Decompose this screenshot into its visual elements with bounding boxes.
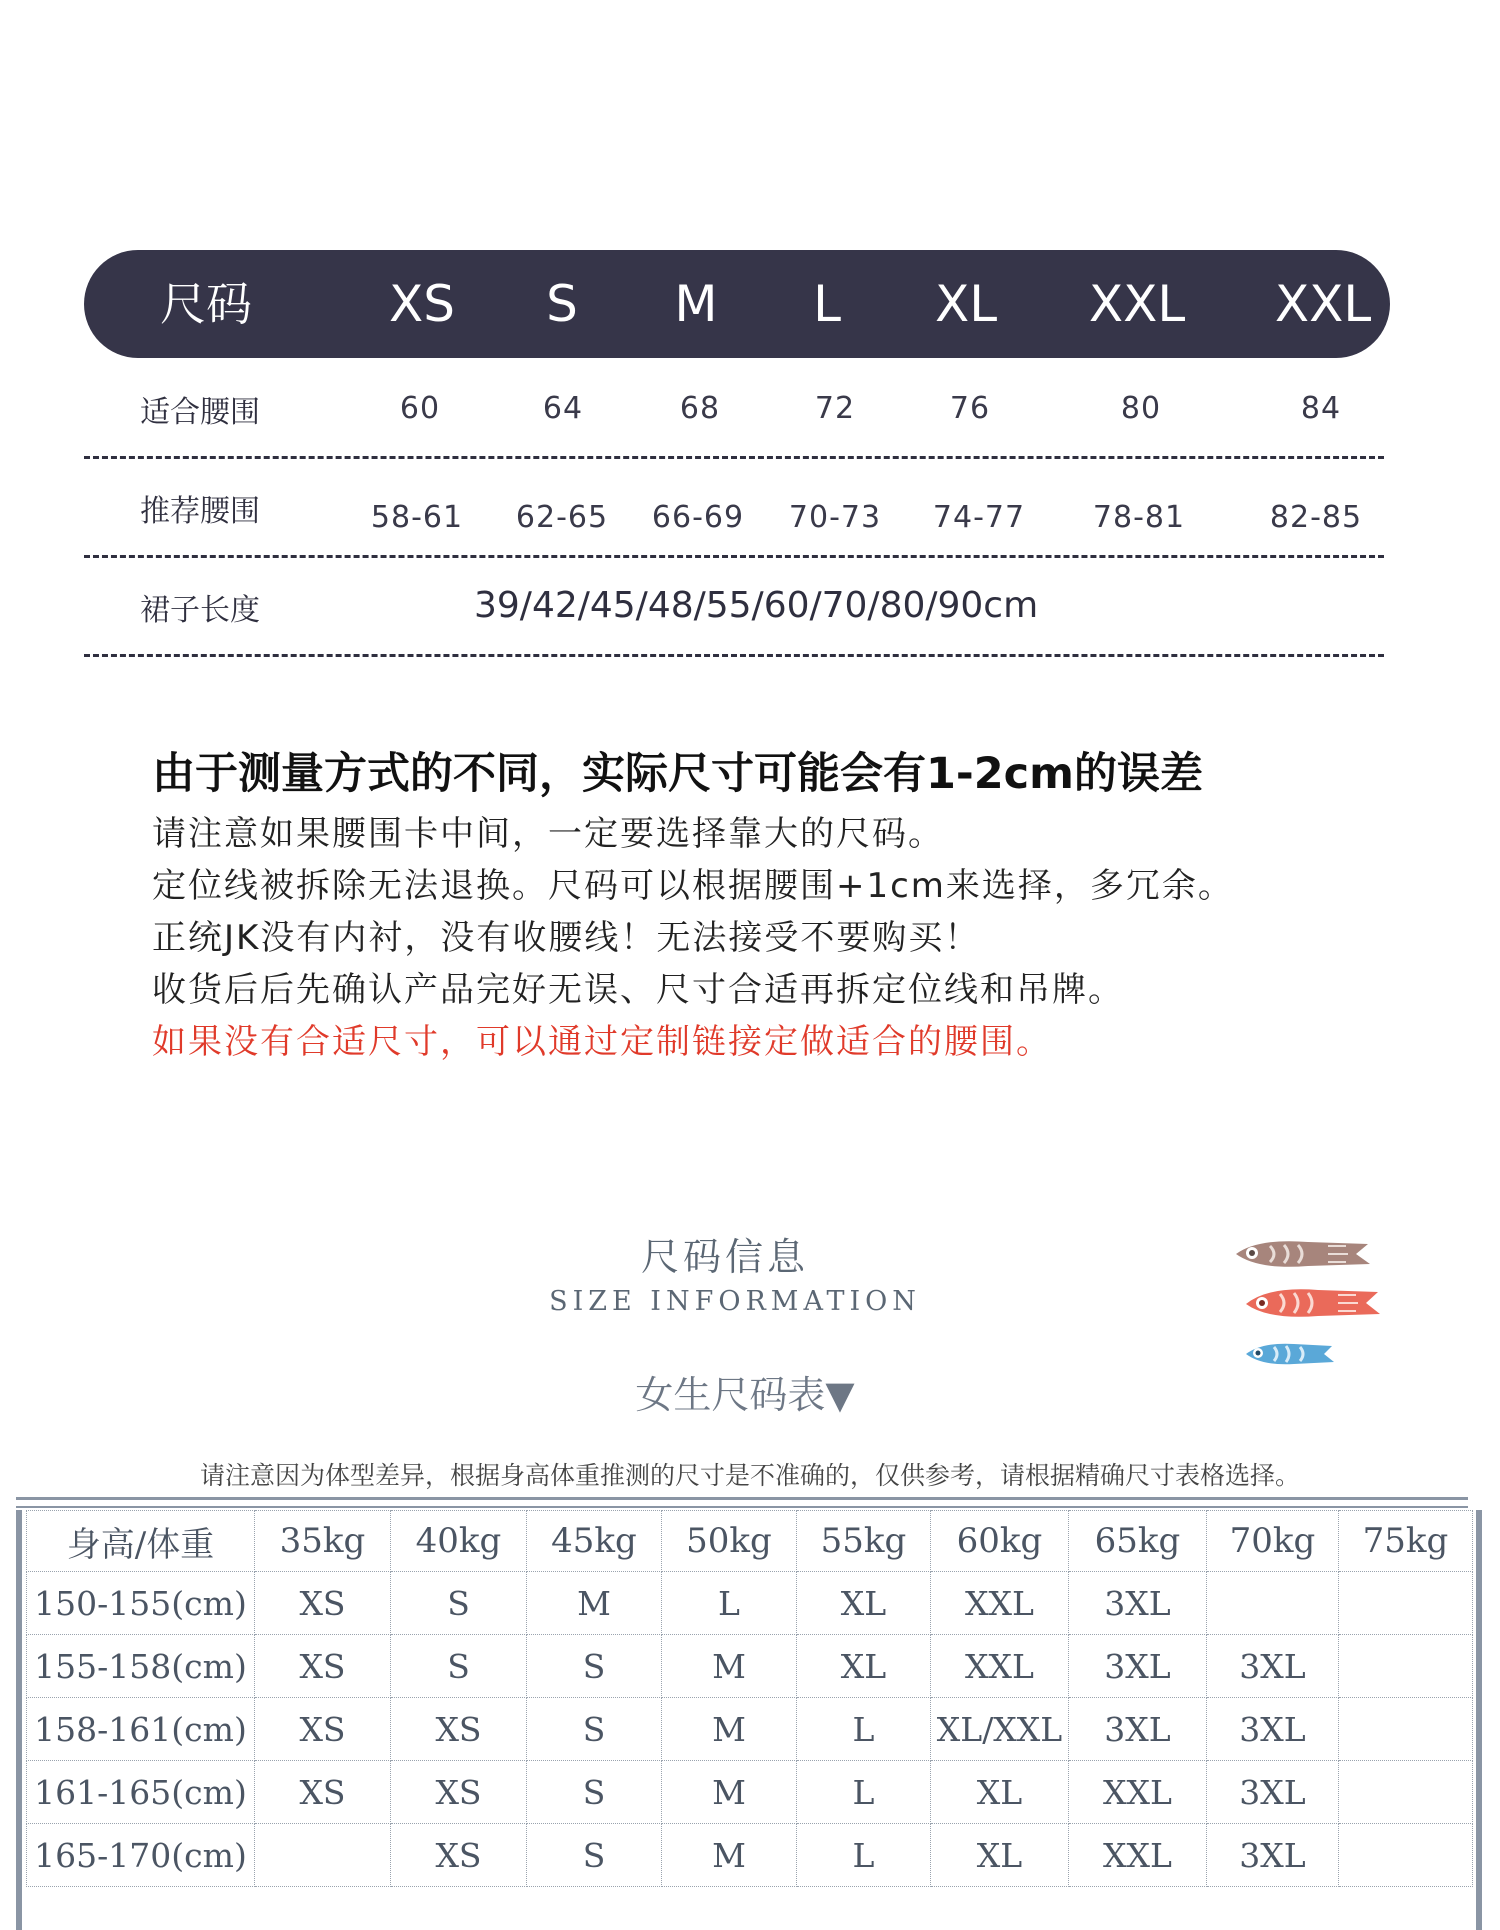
size-cell: XS [255, 1572, 391, 1635]
size-info-title: 尺码信息 [640, 1235, 809, 1279]
size-cell: XS [255, 1761, 391, 1824]
height-cell: 155-158(cm) [27, 1635, 255, 1698]
table-row [27, 1761, 1473, 1824]
weight-table-top-border [16, 1497, 1468, 1508]
koi-flag-bottom-icon [1246, 1344, 1334, 1365]
fit-waist-value: 60 [399, 391, 441, 426]
koi-flags-icon [1228, 1232, 1388, 1382]
size-cell: XL [797, 1635, 931, 1698]
recommended-waist-value: 62-65 [515, 500, 609, 535]
table-right-border [1476, 1510, 1482, 1930]
weight-header: 60kg [931, 1511, 1069, 1572]
recommended-waist-value: 70-73 [788, 500, 882, 535]
height-cell: 161-165(cm) [27, 1761, 255, 1824]
weight-header: 40kg [391, 1511, 527, 1572]
size-cell: S [391, 1572, 527, 1635]
size-cell: XL [797, 1572, 931, 1635]
size-cell: XS [391, 1761, 527, 1824]
size-cell: 3XL [1069, 1572, 1207, 1635]
recommended-waist-value: 66-69 [651, 500, 745, 535]
size-cell: XL [931, 1824, 1069, 1887]
size-header-xxl-2: XXL [1274, 275, 1372, 333]
recommended-waist-value: 82-85 [1269, 500, 1363, 535]
size-header-xxl: XXL [1088, 275, 1186, 333]
row-label-fit-waist: 适合腰围 [140, 395, 260, 430]
koi-flag-middle-icon [1246, 1289, 1380, 1317]
table-left-border [16, 1510, 22, 1930]
size-cell: L [797, 1698, 931, 1761]
size-cell [1339, 1572, 1473, 1635]
weight-header: 50kg [662, 1511, 797, 1572]
size-cell: 3XL [1207, 1635, 1339, 1698]
size-cell: XS [255, 1698, 391, 1761]
note-line: 收货后后先确认产品完好无误、尺寸合适再拆定位线和吊牌。 [152, 970, 1124, 1010]
table-row [27, 1572, 1473, 1635]
koi-flag-top-icon [1236, 1241, 1370, 1267]
size-cell: XS [391, 1824, 527, 1887]
size-cell: XS [255, 1635, 391, 1698]
note-line: 正统JK没有内衬，没有收腰线！无法接受不要购买！ [152, 918, 981, 958]
height-cell: 150-155(cm) [27, 1572, 255, 1635]
fit-waist-value: 80 [1120, 391, 1162, 426]
size-cell: M [662, 1824, 797, 1887]
size-cell: M [662, 1698, 797, 1761]
size-cell [1339, 1698, 1473, 1761]
fit-waist-value: 64 [542, 391, 584, 426]
dashed-divider [84, 456, 1384, 459]
notes-title: 由于测量方式的不同，实际尺寸可能会有1-2cm的误差 [152, 749, 1203, 799]
size-cell: XS [391, 1698, 527, 1761]
size-cell: S [527, 1698, 662, 1761]
dashed-divider [84, 654, 1384, 657]
note-highlight: 如果没有合适尺寸，可以通过定制链接定做适合的腰围。 [152, 1022, 1052, 1062]
recommended-waist-value: 58-61 [370, 500, 464, 535]
size-header-l: L [813, 275, 841, 333]
table-row [27, 1698, 1473, 1761]
fit-waist-value: 72 [814, 391, 856, 426]
size-cell: S [527, 1824, 662, 1887]
note-line: 请注意如果腰围卡中间，一定要选择靠大的尺码。 [152, 814, 944, 854]
height-cell: 158-161(cm) [27, 1698, 255, 1761]
size-cell: XXL [931, 1572, 1069, 1635]
size-cell: 3XL [1207, 1824, 1339, 1887]
size-cell: L [797, 1761, 931, 1824]
size-grid [26, 1510, 1473, 1887]
skirt-length-value: 39/42/45/48/55/60/70/80/90cm [474, 585, 1039, 626]
size-header-xl: XL [934, 275, 998, 333]
size-cell [1339, 1635, 1473, 1698]
size-table-header [84, 250, 1390, 358]
corner-header: 身高/体重 [27, 1511, 255, 1572]
dashed-divider [84, 555, 1384, 558]
size-cell: 3XL [1207, 1698, 1339, 1761]
weight-header: 65kg [1069, 1511, 1207, 1572]
weight-header: 35kg [255, 1511, 391, 1572]
disclaimer-text: 请注意因为体型差异，根据身高体重推测的尺寸是不准确的，仅供参考，请根据精确尺寸表格选择。 [199, 1461, 1300, 1490]
fit-waist-value: 68 [679, 391, 721, 426]
size-header-xs: XS [389, 275, 455, 333]
weight-header: 75kg [1339, 1511, 1473, 1572]
size-cell: L [797, 1824, 931, 1887]
size-cell: 3XL [1207, 1761, 1339, 1824]
table-row [27, 1635, 1473, 1698]
weight-header: 70kg [1207, 1511, 1339, 1572]
size-cell: M [662, 1635, 797, 1698]
table-row [27, 1824, 1473, 1887]
size-cell: XL [931, 1761, 1069, 1824]
size-cell: XXL [1069, 1824, 1207, 1887]
height-cell: 165-170(cm) [27, 1824, 255, 1887]
size-cell: XL/XXL [931, 1698, 1069, 1761]
size-cell: M [662, 1761, 797, 1824]
height-weight-table [16, 1510, 1482, 1930]
size-cell: S [527, 1761, 662, 1824]
recommended-waist-value: 74-77 [932, 500, 1026, 535]
size-info-subtitle: SIZE INFORMATION [549, 1286, 921, 1317]
size-header-label: 尺码 [160, 277, 252, 331]
women-size-chart-title: 女生尺码表▼ [635, 1373, 855, 1417]
size-cell [1339, 1824, 1473, 1887]
fit-waist-value: 84 [1300, 391, 1342, 426]
size-cell: M [527, 1572, 662, 1635]
size-cell [1207, 1572, 1339, 1635]
size-cell [255, 1824, 391, 1887]
size-cell: XXL [1069, 1761, 1207, 1824]
weight-header: 45kg [527, 1511, 662, 1572]
size-cell: XXL [931, 1635, 1069, 1698]
size-cell: 3XL [1069, 1635, 1207, 1698]
size-cell: S [391, 1635, 527, 1698]
row-label-skirt-length: 裙子长度 [140, 593, 260, 628]
fit-waist-value: 76 [949, 391, 991, 426]
size-header-s: S [546, 275, 578, 333]
table-header-row [27, 1511, 1473, 1572]
size-cell: 3XL [1069, 1698, 1207, 1761]
size-cell: L [662, 1572, 797, 1635]
note-line: 定位线被拆除无法退换。尺码可以根据腰围+1cm来选择，多冗余。 [152, 866, 1234, 906]
size-header-m: M [674, 275, 718, 333]
weight-header: 55kg [797, 1511, 931, 1572]
size-cell [1339, 1761, 1473, 1824]
row-label-recommended-waist: 推荐腰围 [140, 494, 260, 529]
size-cell: S [527, 1635, 662, 1698]
recommended-waist-value: 78-81 [1092, 500, 1186, 535]
